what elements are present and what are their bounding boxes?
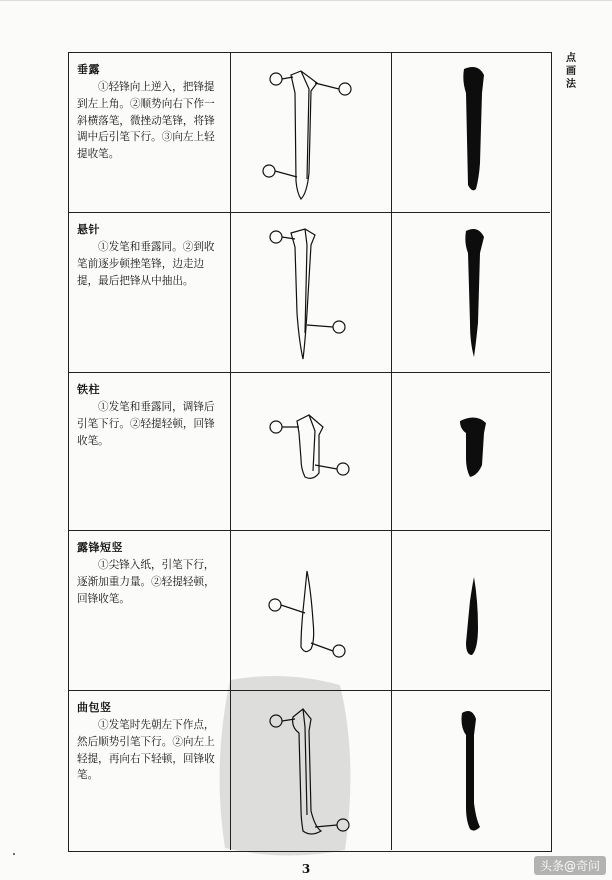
brush-stroke-sample <box>392 691 550 851</box>
column-divider <box>230 53 231 850</box>
stroke-description: ①尖锋入纸，引笔下行，逐渐加重力量。②轻提轻顿，回锋收笔。 <box>77 559 215 605</box>
stroke-name: 垂露 <box>77 63 100 76</box>
table-row-qubaoshu <box>69 691 550 851</box>
watermark-label: 头条@奇问 <box>534 856 606 875</box>
brush-stroke-sample <box>392 373 550 531</box>
stroke-name: 铁柱 <box>77 383 100 396</box>
table-row-xuanzhen <box>69 213 550 373</box>
column-divider <box>391 53 392 850</box>
speck <box>13 853 15 855</box>
brush-stroke-sample <box>392 53 550 213</box>
stroke-table <box>68 52 552 852</box>
stroke-diagram <box>231 691 391 851</box>
stroke-description: ①轻锋向上逆入，把锋提到左上角。②顺势向右下作一斜横落笔，微挫动笔锋，将锋调中后引笔下行。③向左上轻提收笔。 <box>77 81 215 161</box>
top-rule <box>0 0 612 1</box>
table-row-tiezhu <box>69 373 550 531</box>
stroke-diagram <box>231 373 391 531</box>
brush-stroke-sample <box>392 531 550 691</box>
brush-stroke-sample <box>392 213 550 373</box>
stroke-name: 曲包竖 <box>77 701 112 714</box>
table-row-chuilu <box>69 53 550 213</box>
chapter-side-label: 点画法 <box>566 53 576 90</box>
stroke-description: ①发笔时先朝左下作点，然后顺势引笔下行。②向左上轻提，再向右下轻顿，回锋收笔。 <box>77 719 215 782</box>
table-row-lufeng-duanshu <box>69 531 550 691</box>
stroke-name: 悬针 <box>77 223 100 236</box>
stroke-diagram <box>231 531 391 691</box>
stroke-diagram <box>231 213 391 373</box>
page-number: 3 <box>301 862 311 876</box>
stroke-name: 露锋短竖 <box>77 541 123 554</box>
stroke-description: ①发笔和垂露同。②到收笔前逐步顿挫笔锋，边走边提，最后把锋从中抽出。 <box>77 241 215 287</box>
stroke-description: ①发笔和垂露同，调锋后引笔下行。②轻提轻顿，回锋收笔。 <box>77 401 215 447</box>
stroke-diagram <box>231 53 391 213</box>
